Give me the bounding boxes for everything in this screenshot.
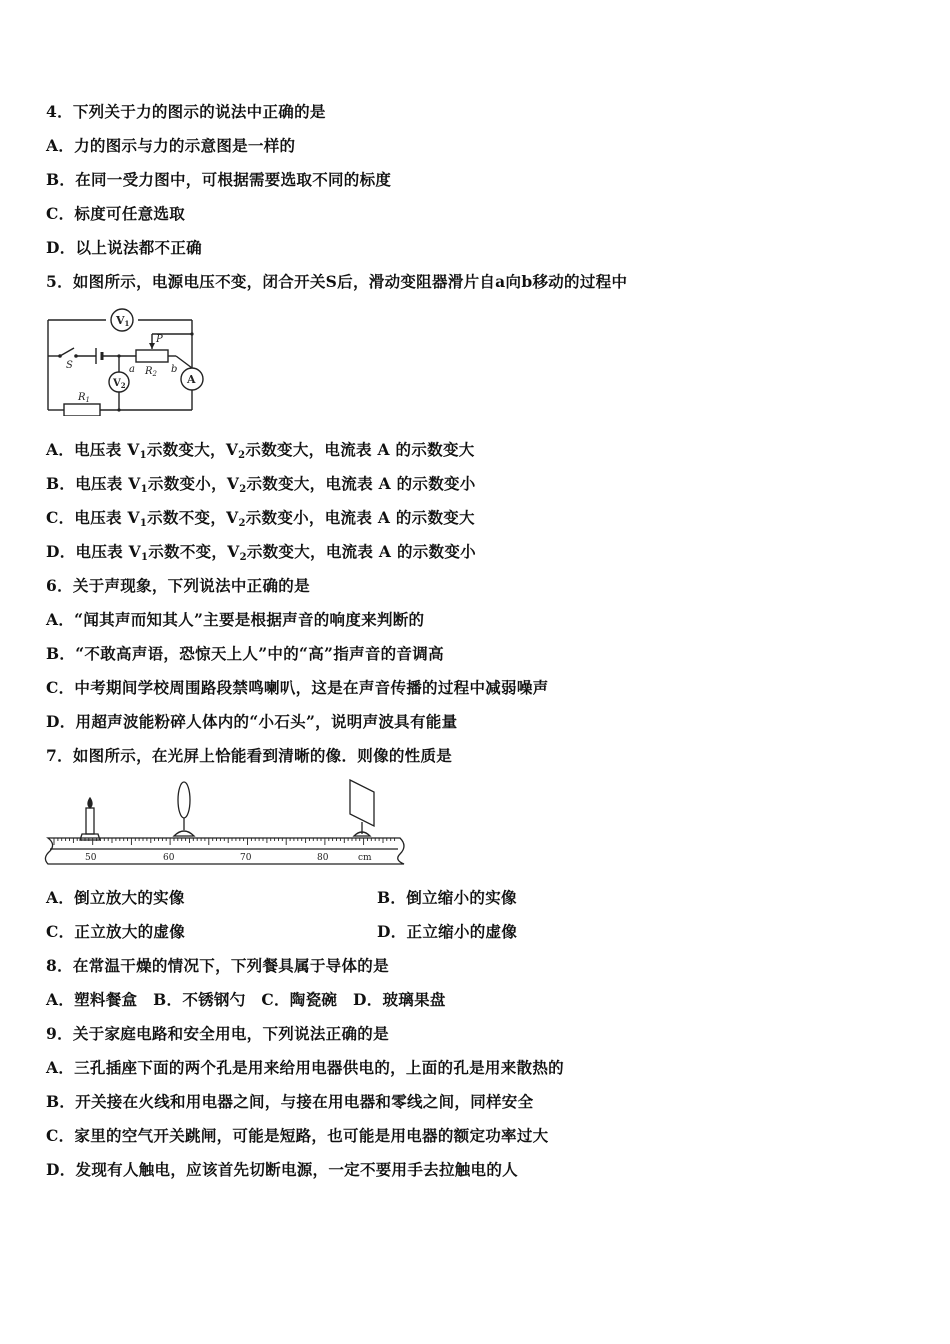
q8-stem: 8．在常温干燥的情况下，下列餐具属于导体的是 [46,956,389,975]
r1-label: $R_1$ [78,392,90,404]
q5-stem: 5．如图所示，电源电压不变，闭合开关S后，滑动变阻器滑片自a向b移动的过程中 [46,272,628,291]
tick-label-80: 80 [317,853,329,863]
q7-option-a: A．倒立放大的实像 [46,888,185,907]
optical-bench-diagram [44,778,410,870]
v1-label: V1 [116,314,130,328]
q4-option-a: A．力的图示与力的示意图是一样的 [46,136,296,155]
q7-option-d: D．正立缩小的虚像 [377,922,518,941]
q4-stem: 4．下列关于力的图示的说法中正确的是 [46,102,326,121]
end-a-label: a [129,364,135,375]
q5-option-d: D．电压表 $V_1$示数不变，$V_2$示数变大，电流表 A 的示数变小 [46,542,476,563]
q7-stem: 7．如图所示，在光屏上恰能看到清晰的像．则像的性质是 [46,746,453,765]
q6-option-b: B．“不敢高声语，恐惊天上人”中的“高”指声音的音调高 [46,644,444,663]
q4-option-d: D．以上说法都不正确 [46,238,202,257]
q5-option-b: B．电压表 $V_1$示数变小，$V_2$示数变大，电流表 A 的示数变小 [46,474,476,495]
tick-label-unit: cm [358,853,372,863]
q9-stem: 9．关于家庭电路和安全用电，下列说法正确的是 [46,1024,389,1043]
q9-option-a: A．三孔插座下面的两个孔是用来给用电器供电的，上面的孔是用来散热的 [46,1058,564,1077]
q7-option-c: C．正立放大的虚像 [46,922,186,941]
switch-label: S [66,360,73,371]
q4-option-c: C．标度可任意选取 [46,204,186,223]
q6-option-a: A．“闻其声而知其人”主要是根据声音的响度来判断的 [46,610,425,629]
q7-option-b: B．倒立缩小的实像 [377,888,517,907]
end-b-label: b [171,364,178,375]
r2-label: $R_2$ [145,366,157,378]
q5-option-c: C．电压表 $V_1$示数不变，$V_2$示数变小，电流表 A 的示数变大 [46,508,475,529]
circuit-diagram [44,306,214,416]
q6-option-c: C．中考期间学校周围路段禁鸣喇叭，这是在声音传播的过程中减弱噪声 [46,678,549,697]
slider-label: P [156,334,163,345]
q8-options: A．塑料餐盒 B．不锈钢勺 C．陶瓷碗 D．玻璃果盘 [46,990,446,1009]
tick-label-70: 70 [240,853,252,863]
ammeter-label: A [187,373,196,386]
tick-label-50: 50 [85,853,97,863]
v2-label: $V_2$ [113,378,126,390]
q9-option-d: D．发现有人触电，应该首先切断电源，一定不要用手去拉触电的人 [46,1160,518,1179]
q6-option-d: D．用超声波能粉碎人体内的“小石头”，说明声波具有能量 [46,712,458,731]
q6-stem: 6．关于声现象，下列说法中正确的是 [46,576,310,595]
q4-option-b: B．在同一受力图中，可根据需要选取不同的标度 [46,170,392,189]
q9-option-b: B．开关接在火线和用电器之间，与接在用电器和零线之间，同样安全 [46,1092,534,1111]
tick-label-60: 60 [163,853,175,863]
q5-option-a: A．电压表 $V_1$示数变大，$V_2$示数变大，电流表 A 的示数变大 [46,440,475,461]
q9-option-c: C．家里的空气开关跳闸，可能是短路，也可能是用电器的额定功率过大 [46,1126,549,1145]
